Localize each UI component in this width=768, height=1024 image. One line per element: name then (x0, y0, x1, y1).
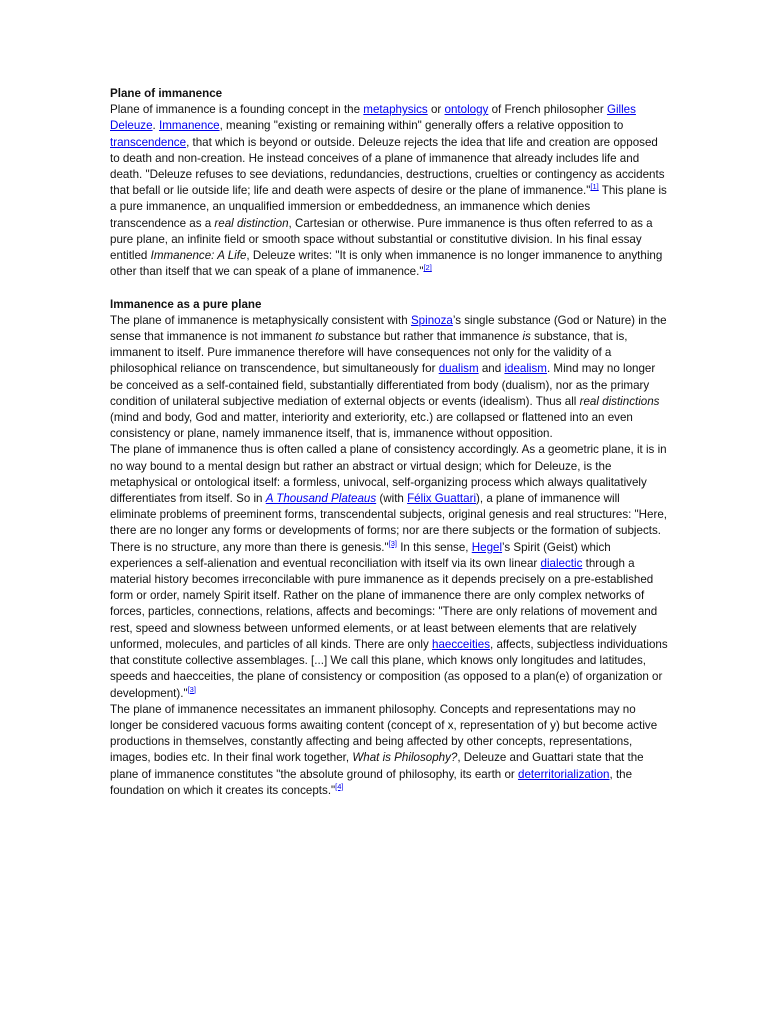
link-haecceities[interactable]: haecceities (432, 637, 491, 651)
text-run: ), a plane of immanence will eliminate problems of preeminent forms, transcendental subjects, original genesis and real structures: "Here, there are no longer any forms or developments of forms; nor are there subjects or the formation of subjects. There is no structure, any more than there is genesis." (110, 492, 668, 554)
italic-text: is (522, 330, 531, 344)
link-transcendence[interactable]: transcendence (110, 135, 187, 149)
italic-title: What is Philosophy? (352, 751, 458, 765)
link-deterritorialization[interactable]: deterritorialization (518, 767, 610, 781)
paragraph-spinoza (110, 313, 668, 443)
footnote-ref-3 (389, 539, 397, 548)
text-run: through a material history becomes irreconcilable with pure immanence as it depends precisely on a pre-established form or order, namely Spirit itself. Rather on the plane of immanence there are only complex networks of forces, particles, connections, relations, affects and becomings: "There are only relations of movement and rest, speed and slowness between unformed elements, or at least between elements that are relatively unformed, molecules, and particles of all kinds. There are only (110, 556, 658, 651)
link-idealism[interactable]: idealism (504, 362, 547, 376)
text-run: The plane of immanence is metaphysically consistent with (110, 313, 411, 327)
text-run: , Deleuze writes: "It is only when immanence is no longer immanence to anything other than itself that we can speak of a plane of immanence." (110, 249, 663, 279)
footnote-ref-3b (188, 685, 196, 694)
section-title-immanence-as-pure-plane: Immanence as a pure plane (110, 297, 262, 311)
italic-text: to (314, 330, 325, 344)
text-run: , that which is beyond or outside. Deleuze rejects the idea that life and creation are opposed to death and non-creation. He instead conceives of a plane of immanence that already includes life and death. "Deleuze refuses to see deviations, redundancies, destructions, cruelties or contingency as accidents that befall or lie outside life; life and death were aspects of desire or the plane of immanence." (110, 135, 665, 198)
text-run: , Cartesian or otherwise. Pure immanence is thus often referred to as a pure plane, an infinite field or smooth space without substantial or constitutive division. In his final essay entitled (110, 216, 653, 263)
link-immanence[interactable]: Immanence (159, 119, 220, 133)
link-felix-guattari[interactable]: Félix Guattari (407, 492, 477, 506)
footnote-link-2[interactable]: [2] (423, 263, 432, 273)
footnote-link-4[interactable]: [4] (335, 781, 344, 791)
text-run: The plane of immanence thus is often called a plane of consistency accordingly. As a geometric plane, it is in no way bound to a mental design but rather an abstract or virtual design; which for Deleuze, is the metaphysical or ontological itself: a formless, univocal, self-organizing process which always qualitatively differentiates from itself. So in (110, 443, 667, 506)
text-run: , affects, subjectless individuations that constitute collective assemblages. [...] We call this plane, which knows only longitudes and latitudes, speeds and haecceities, the plane of consistency or composition (as opposed to a plan(e) of organization or development)." (110, 637, 668, 700)
text-run: This plane is a pure immanence, an unqualified immersion or embeddedness, an immanence which denies transcendence as a (110, 184, 667, 230)
link-dualism[interactable]: dualism (438, 362, 479, 376)
italic-text: real distinction (214, 216, 289, 230)
italic-title: Immanence: A Life (150, 249, 247, 263)
footnote-ref-4 (335, 782, 343, 791)
link-gilles-deleuze[interactable]: Gilles Deleuze (110, 103, 636, 133)
text-run: ’s Spirit (Geist) which experiences a self-alienation and eventual reconciliation with itself via its own linear (110, 540, 611, 570)
text-run: (mind and body, God and matter, interiority and exteriority, etc.) are collapsed or flattened into an even consistency or plane, namely immanence itself, that is, immanence without opposition. (110, 411, 633, 441)
text-run: , the foundation on which it creates its concepts." (110, 767, 633, 797)
paragraph-gap (110, 280, 668, 296)
text-run: or (427, 103, 445, 117)
footnote-link-3b[interactable]: [3] (187, 684, 196, 694)
text-run: , meaning "existing or remaining within" generally offers a relative opposition to (219, 119, 624, 133)
paragraph-intro (110, 102, 668, 280)
text-run: (with (376, 492, 408, 506)
text-run: The plane of immanence necessitates an immanent philosophy. Concepts and representations may no longer be considered vacuous forms awaiting content (concept of x, representation of y) but become active productions in themselves, constantly affecting and being affected by other concepts, representations, images, bodies etc. In their final work together, (110, 702, 658, 765)
text-run: substance but rather that immanence (324, 330, 523, 344)
link-hegel[interactable]: Hegel (471, 540, 503, 554)
text-run: In this sense, (396, 540, 472, 554)
text-run: and (478, 362, 505, 376)
italic-text: real distinctions (579, 394, 660, 408)
footnote-ref-1 (590, 182, 598, 191)
section-title-plane-of-immanence: Plane of immanence (110, 87, 223, 100)
text-run: substance, that is, immanent to itself. Pure immanence therefore will have consequences not only for the validity of a philosophical reliance on transcendence, but simultaneously for (110, 330, 628, 376)
footnote-link-1[interactable]: [1] (590, 182, 599, 192)
text-run: . Mind may no longer be conceived as a self-contained field, substantially differentiated from body (dualism), nor as the primary condition of unilateral subjective mediation of external objects or events (idealism). Thus all (110, 362, 656, 408)
footnote-ref-2 (423, 263, 431, 272)
link-ontology[interactable]: ontology (444, 103, 489, 117)
text-run: . (152, 119, 159, 133)
link-spinoza[interactable]: Spinoza (410, 313, 453, 327)
link-dialectic[interactable]: dialectic (540, 556, 583, 570)
text-run: ’s single substance (God or Nature) in the sense that immanence is not immanent (110, 313, 667, 344)
paragraph-consistency (110, 442, 668, 701)
text-run: , Deleuze and Guattari state that the plane of immanence constitutes "the absolute ground of philosophy, its earth or (110, 751, 644, 781)
link-metaphysics[interactable]: metaphysics (363, 103, 428, 117)
footnote-link-3[interactable]: [3] (388, 538, 397, 548)
text-run: Plane of immanence is a founding concept in the (110, 103, 364, 117)
text-run: of French philosopher (488, 103, 607, 117)
paragraph-immanent-philosophy (110, 702, 668, 799)
link-a-thousand-plateaus[interactable]: A Thousand Plateaus (265, 492, 377, 506)
